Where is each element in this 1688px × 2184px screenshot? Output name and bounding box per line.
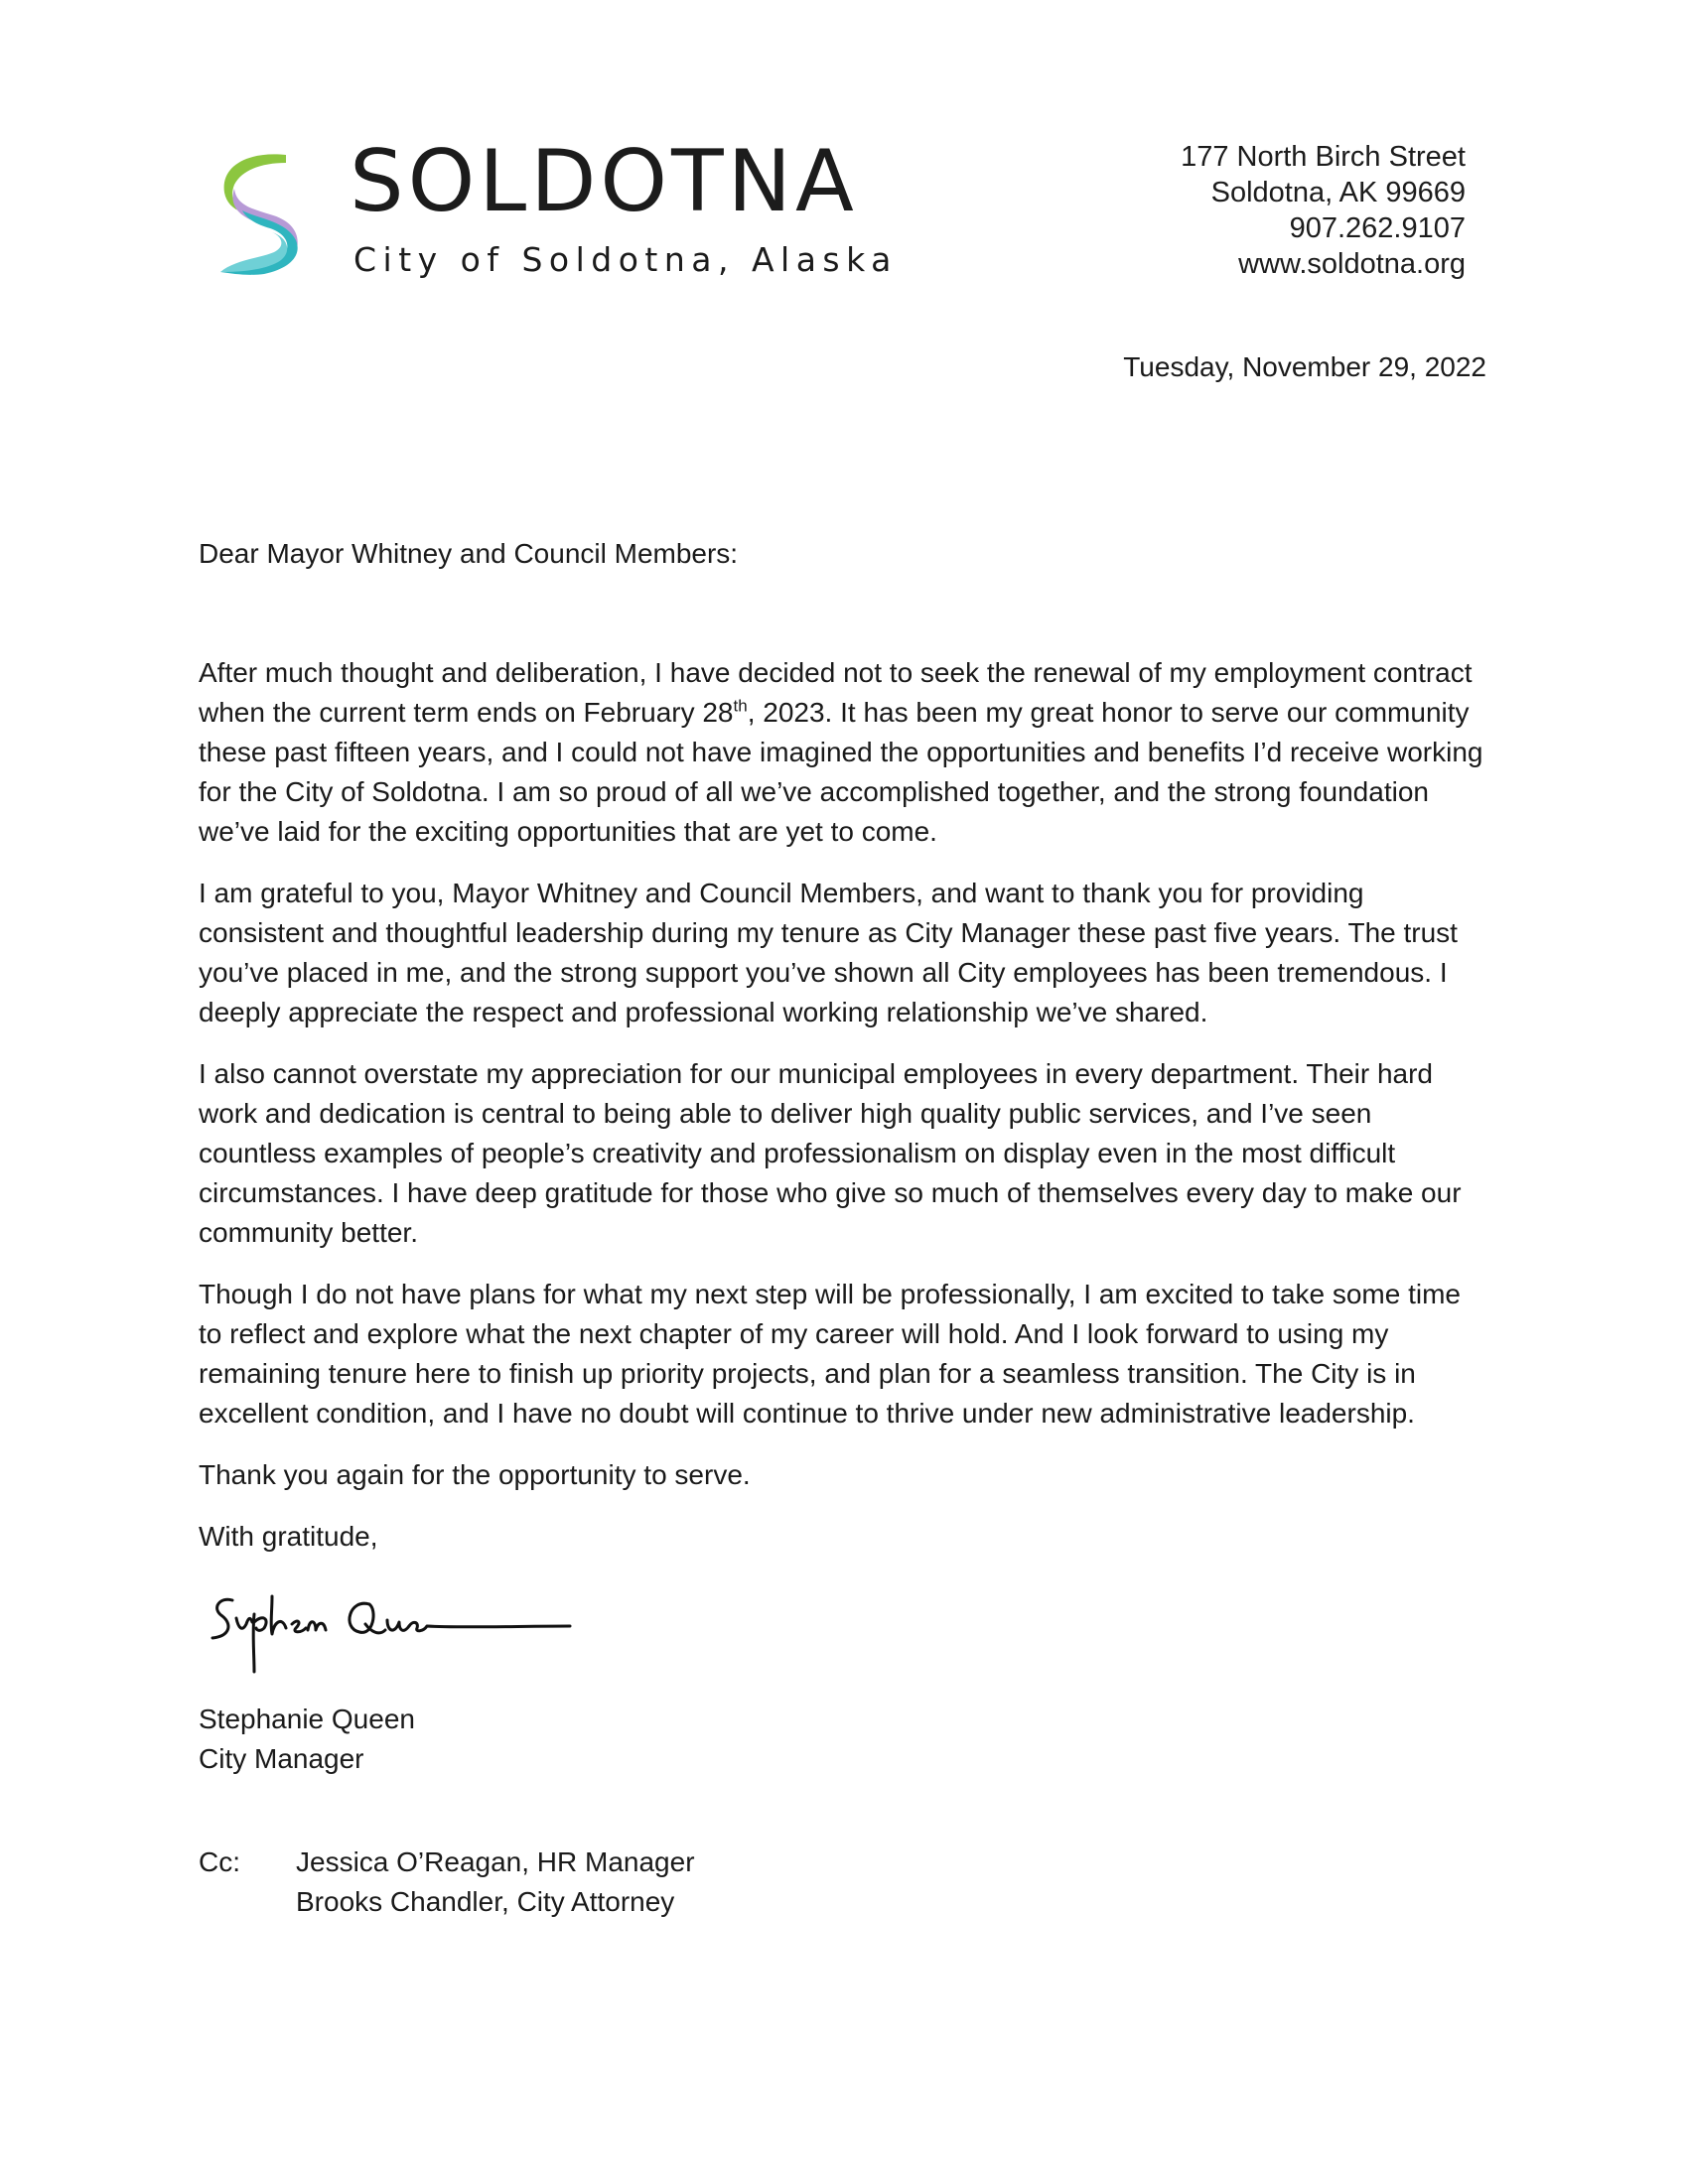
cc-recipient: Jessica O’Reagan, HR Manager bbox=[296, 1846, 695, 1877]
paragraph-1-text-b: , 2023. It has been my great honor to serve our community these past fifteen years, and I could not have imagined the opportunities and benefits I’d receive working for the City of Soldotna. I am so proud of all we’ve accomplished together, and the strong foundation we’ve laid for the exciting opportunities that are yet to come. bbox=[199, 697, 1483, 847]
paragraph-5: Thank you again for the opportunity to serve. bbox=[199, 1459, 751, 1490]
address-phone: 907.262.9107 bbox=[1289, 212, 1466, 244]
paragraph-4: Though I do not have plans for what my next step will be professionally, I am excited to take some time to reflect and explore what the next chapter of my career will hold. And I look forward to using my remaining tenure here to finish up priority projects, and plan for a seamless transition. The City is in excellent condition, and I have no doubt will continue to thrive under new administrative leadership. bbox=[199, 1279, 1462, 1429]
city-subtitle: City of Soldotna, Alaska bbox=[353, 240, 898, 279]
ordinal-suffix: th bbox=[733, 696, 748, 716]
paragraph-3: I also cannot overstate my appreciation for our municipal employees in every department. Their hard work and dedication is central to being able to deliver high quality public services, and I’ve seen countless examples of people’s creativity and professionalism on display even in the most difficult circumstances. I have deep gratitude for those who give so much of themselves every day to make our community better. bbox=[199, 1058, 1462, 1248]
cc-block bbox=[199, 1843, 1489, 1922]
letter-date: Tuesday, November 29, 2022 bbox=[1123, 351, 1486, 382]
paragraph-2: I am grateful to you, Mayor Whitney and Council Members, and want to thank you for providing consistent and thoughtful leadership during my tenure as City Manager these past five years. The trust you’ve placed in me, and the strong support you’ve shown all City employees has been tremendous. I deeply appreciate the respect and professional working relationship we’ve shared. bbox=[199, 878, 1458, 1027]
letter-body bbox=[199, 347, 1489, 1922]
address-street: 177 North Birch Street bbox=[1181, 141, 1466, 173]
salutation: Dear Mayor Whitney and Council Members: bbox=[199, 538, 739, 569]
city-name: SOLDOTNA bbox=[350, 132, 858, 231]
city-wordmark bbox=[350, 132, 898, 279]
handwritten-signature bbox=[203, 1578, 580, 1678]
address-block bbox=[1181, 139, 1466, 282]
cc-recipient: Brooks Chandler, City Attorney bbox=[296, 1886, 675, 1917]
address-city: Soldotna, AK 99669 bbox=[1210, 177, 1466, 208]
signer-name: Stephanie Queen bbox=[199, 1704, 415, 1734]
closing: With gratitude, bbox=[199, 1521, 378, 1552]
paragraph-1 bbox=[199, 653, 1489, 852]
cc-list bbox=[296, 1843, 695, 1922]
letterhead bbox=[0, 0, 1688, 298]
signer-block bbox=[199, 1700, 1489, 1779]
letter-paragraphs bbox=[199, 653, 1489, 1557]
paragraph-1-text-a: After much thought and deliberation, I have decided not to seek the renewal of my employment contract when the current term ends on February 28 bbox=[199, 657, 1473, 728]
cc-label: Cc: bbox=[199, 1846, 240, 1877]
address-website: www.soldotna.org bbox=[1238, 248, 1466, 280]
signer-title: City Manager bbox=[199, 1743, 364, 1774]
soldotna-river-logo-icon bbox=[216, 149, 306, 278]
